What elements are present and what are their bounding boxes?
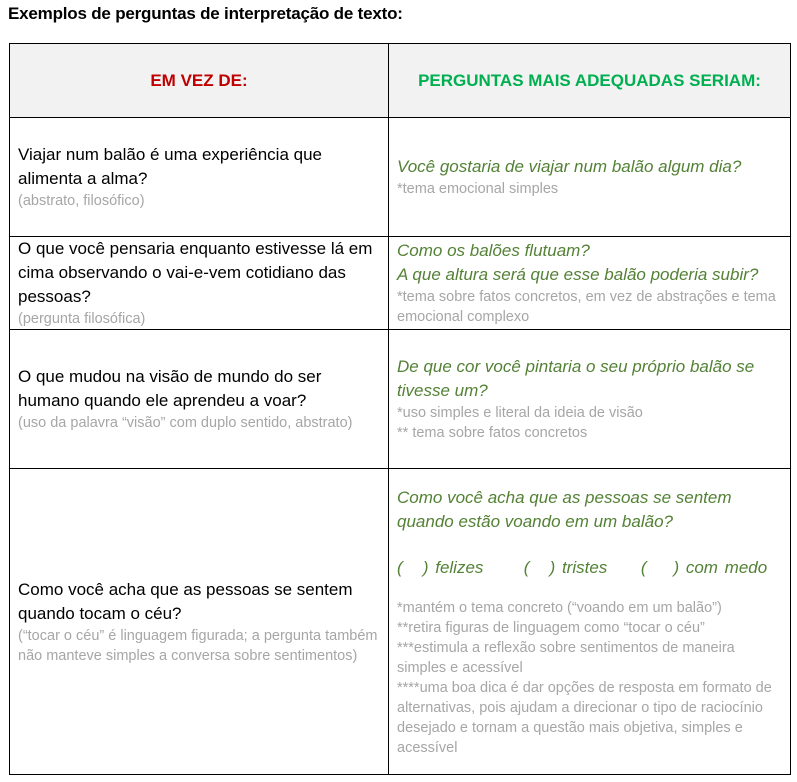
good-question: Como você acha que as pessoas se sentem quando estão voando em um balão? <box>397 487 732 531</box>
bad-question: Viajar num balão é uma experiência que alimenta a alma? <box>18 145 322 188</box>
bad-question: O que mudou na visão de mundo do ser humano quando ele aprendeu a voar? <box>18 367 322 410</box>
answer-options: ( ) felizes ( ) tristes ( ) com medo <box>397 557 768 577</box>
table-row <box>10 469 791 775</box>
table-row <box>10 237 791 330</box>
good-question: A que altura será que esse balão poderia subir? <box>397 265 759 284</box>
good-question-cell <box>389 118 791 237</box>
bad-question-cell <box>10 237 389 330</box>
header-instead-of: EM VEZ DE: <box>10 44 389 118</box>
good-question-note: *uso simples e literal da ideia de visão <box>397 405 643 421</box>
good-question: Você gostaria de viajar num balão algum dia? <box>397 157 742 176</box>
good-question-note: ** tema sobre fatos concretos <box>397 425 588 441</box>
bad-question-note: (pergunta filosófica) <box>18 311 146 327</box>
good-question-note: ***estimula a reflexão sobre sentimentos de maneira simples e acessível <box>397 639 735 676</box>
header-better-questions: PERGUNTAS MAIS ADEQUADAS SERIAM: <box>389 44 791 118</box>
good-question-note: **retira figuras de linguagem como “tocar o céu” <box>397 619 705 636</box>
bad-question-note: (uso da palavra “visão” com duplo sentido, abstrato) <box>18 415 353 431</box>
good-question-cell <box>389 330 791 469</box>
bad-question-cell <box>10 118 389 237</box>
table-row <box>10 330 791 469</box>
good-question-note: *tema sobre fatos concretos, em vez de abstrações e tema emocional complexo <box>397 289 776 325</box>
bad-question-cell <box>10 330 389 469</box>
bad-question: O que você pensaria enquanto estivesse lá em cima observando o vai-e-vem cotidiano das pessoas? <box>18 239 373 306</box>
bad-question: Como você acha que as pessoas se sentem quando tocam o céu? <box>18 579 353 623</box>
table-row <box>10 118 791 237</box>
good-question-cell <box>389 469 791 775</box>
bad-question-note: (“tocar o céu” é linguagem figurada; a pergunta também não manteve simples a conversa sobre sentimentos) <box>18 627 378 664</box>
good-question: De que cor você pintaria o seu próprio balão se tivesse um? <box>397 357 755 400</box>
good-question-note: *mantém o tema concreto (“voando em um balão”) <box>397 599 722 616</box>
good-question-cell <box>389 237 791 330</box>
questions-table <box>9 43 791 775</box>
good-question-note: ****uma boa dica é dar opções de resposta em formato de alternativas, pois ajudam a direcionar o tipo de raciocínio desejado e tornam a questão mais objetiva, simples e acessível <box>397 679 772 756</box>
table-header-row <box>10 44 791 118</box>
good-question: Como os balões flutuam? <box>397 241 590 260</box>
good-question-note: *tema emocional simples <box>397 181 559 197</box>
bad-question-note: (abstrato, filosófico) <box>18 193 145 209</box>
document-title: Exemplos de perguntas de interpretação de texto: <box>8 4 403 23</box>
bad-question-cell <box>10 469 389 775</box>
